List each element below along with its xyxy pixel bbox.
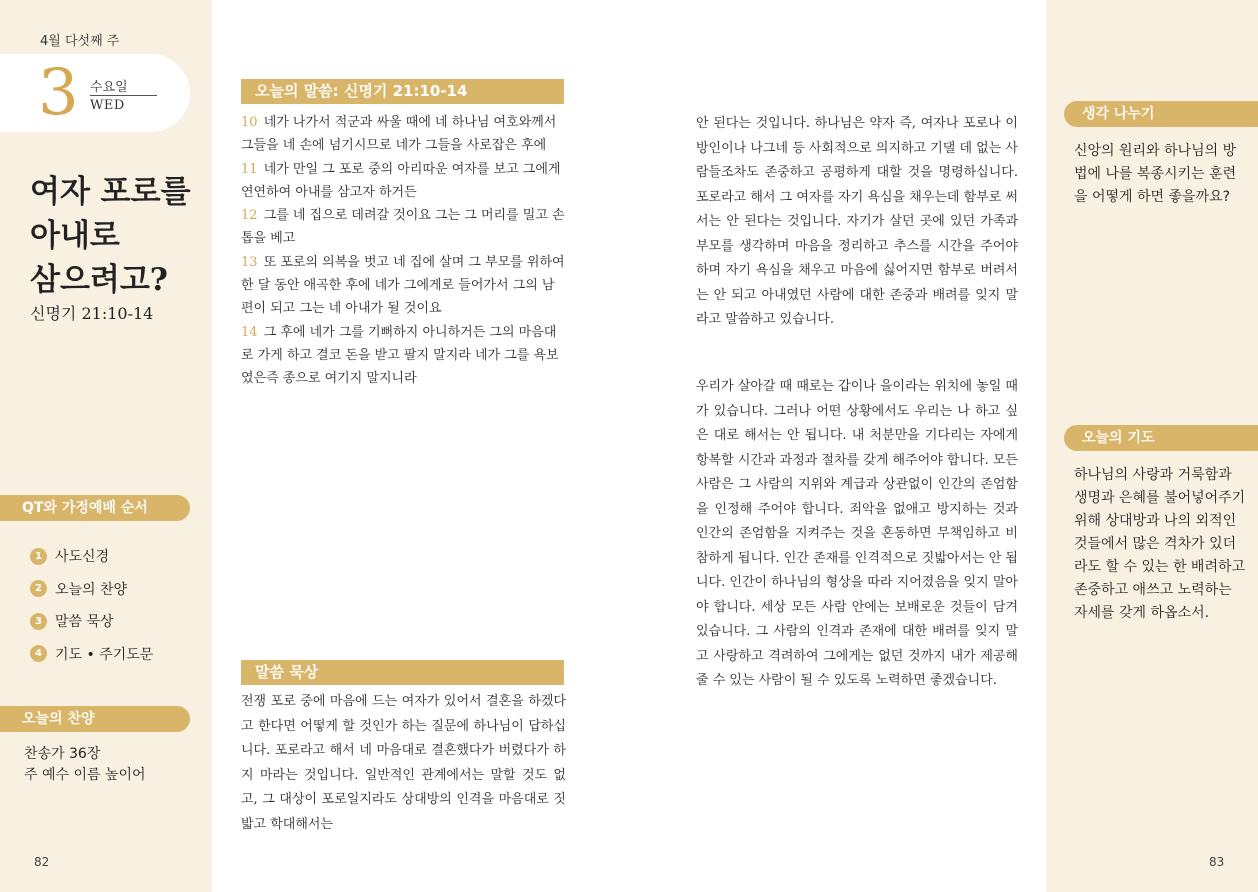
- meditation-paragraph: 우리가 살아갈 때 때로는 갑이나 을이라는 위치에 놓일 때가 있습니다. 그러나 어떤 상황에서도 우리는 나 하고 싶은 대로 해서는 안 됩니다. 내 처분만을 기다리는 자에게 항복할 시간과 과정과 절차를 갖게 해주어야 합니다. 모든 사람은 그 사람의 지위와 계급과 상관없이 인간의 존엄함을 인정해 주어야 합니다. 죄악을 없애고 방지하는 것과 인간의 존엄함을 지켜주는 것을 혼동하면 무책임하고 비참하게 됩니다. 인간 존재를 인격적으로 짓밟아서는 안 됩니다. 인간이 하나님의 형상을 따라 지어졌음을 잊지 말아야 합니다. 세상 모든 사람 안에는 보배로운 것들이 담겨 있습니다. 그 사람의 인격과 존재에 대한 배려를 잊지 말고 사랑하고 격려하여 그에게는 없던 것까지 내가 제공해 줄 수 있는 사람이 될 수 있도록 노력하면 좋겠습니다.: [696, 379, 1018, 688]
- list-item-label: 말씀 묵상: [55, 614, 114, 631]
- day-english: WED: [90, 98, 125, 113]
- title-line: 아내로: [30, 218, 120, 254]
- number-badge: 4: [30, 645, 47, 662]
- verse-text: 네가 나가서 적군과 싸울 때에 네 하나님 여호와께서 그들을 네 손에 넘기시므로 네가 그들을 사로잡은 후에: [241, 115, 557, 154]
- list-item: [30, 540, 153, 573]
- today-word-heading: 오늘의 말씀: 신명기 21:10-14: [241, 79, 564, 104]
- title-line: 삼으려고?: [30, 262, 168, 298]
- thinking-heading: 생각 나누기: [1064, 101, 1258, 127]
- meditation-paragraph: 안 된다는 것입니다. 하나님은 약자 즉, 여자나 포로나 이방인이나 나그네 등 사회적으로 의지하고 기댈 데 없는 사람들조차도 존중하고 공평하게 대할 것을 명령하십니다. 포로라고 해서 그 여자를 자기 욕심을 채우는데 함부로 써서는 안 된다는 것입니다. 자기가 살던 곳에 있던 가족과 부모를 생각하며 마음을 정리하고 추스를 시간을 주어야 하며 자기 욕심을 채우고 마음에 싫어지면 함부로 버려서는 안 되고 아내였던 사람에 대한 존중과 배려를 잊지 말라고 말씀하고 있습니다.: [696, 116, 1018, 327]
- list-item-label: 오늘의 찬양: [55, 581, 128, 598]
- list-item: [30, 605, 153, 638]
- prayer-heading: 오늘의 기도: [1064, 425, 1258, 451]
- verse-number: 14: [241, 324, 258, 340]
- day-divider: [90, 95, 157, 96]
- list-item: [30, 573, 153, 606]
- hymn-info: [24, 744, 146, 786]
- order-list: [30, 540, 153, 670]
- verse-number: 10: [241, 115, 258, 130]
- hymn-heading: 오늘의 찬양: [0, 706, 190, 732]
- verse-number: 12: [241, 208, 258, 224]
- list-item-label: 사도신경: [55, 549, 110, 566]
- verse: [241, 321, 566, 391]
- verse: [241, 251, 566, 321]
- page-number-left: 82: [34, 855, 50, 869]
- verse-text: 그 후에 네가 그를 기뻐하지 아니하거든 그의 마음대로 가게 하고 결코 돈을 받고 팔지 말지라 네가 그를 욕보였은즉 종으로 여기지 말지니라: [241, 324, 559, 387]
- page-number-right: 83: [1209, 855, 1225, 869]
- hymn-line: 주 예수 이름 높이어: [24, 767, 146, 783]
- verse: [241, 204, 566, 251]
- number-badge: 3: [30, 613, 47, 630]
- prayer-text: 하나님의 사랑과 거룩함과 생명과 은혜를 불어넣어주기 위해 상대방과 나의 외적인 것들에서 많은 격차가 있더라도 할 수 있는 한 배려하고 존중하고 애쓰고 노력하는 자세를 갖게 하옵소서.: [1074, 467, 1246, 621]
- verse-text: 또 포로의 의복을 벗고 네 집에 살며 그 부모를 위하여 한 달 동안 애곡한 후에 네가 그에게로 들어가서 그의 남편이 되고 그는 네 아내가 될 것이요: [241, 254, 565, 317]
- meditation-paragraph: 전쟁 포로 중에 마음에 드는 여자가 있어서 결혼을 하겠다고 한다면 어떻게 할 것인가 하는 질문에 하나님이 답하십니다. 포로라고 해서 네 마음대로 결혼했다가 버렸다가 하지 마라는 것입니다. 일반적인 관계에서는 말할 것도 없고, 그 대상이 포로일지라도 상대방의 인격을 마음대로 짓밟고 학대해서는: [241, 694, 566, 832]
- verse-text: 그를 네 집으로 데려갈 것이요 그는 그 머리를 밀고 손톱을 베고: [241, 208, 565, 247]
- week-label: 4월 다섯째 주: [40, 34, 120, 49]
- scripture-text: [241, 111, 566, 391]
- meditation-heading: 말씀 묵상: [241, 660, 564, 685]
- list-item: [30, 638, 153, 671]
- date-number: 3: [38, 56, 79, 130]
- number-badge: 1: [30, 548, 47, 565]
- hymn-line: 찬송가 36장: [24, 746, 101, 762]
- order-heading: QT와 가정예배 순서: [0, 495, 190, 521]
- day-korean: 수요일: [90, 80, 128, 95]
- verse-number: 13: [241, 254, 258, 270]
- thinking-text: 신앙의 원리와 하나님의 방법에 나를 복종시키는 훈련을 어떻게 하면 좋을까요?: [1074, 143, 1237, 205]
- list-item-label: 기도 • 주기도문: [55, 646, 154, 663]
- verse-text: 네가 만일 그 포로 중의 아리따운 여자를 보고 그에게 연연하여 아내를 삼고자 하거든: [241, 161, 561, 200]
- verse: [241, 111, 566, 158]
- title-line: 여자 포로를: [30, 174, 191, 210]
- verse: [241, 158, 566, 205]
- page-title: [30, 170, 205, 302]
- verse-number: 11: [241, 161, 258, 177]
- scripture-reference: 신명기 21:10-14: [30, 304, 154, 323]
- number-badge: 2: [30, 580, 47, 597]
